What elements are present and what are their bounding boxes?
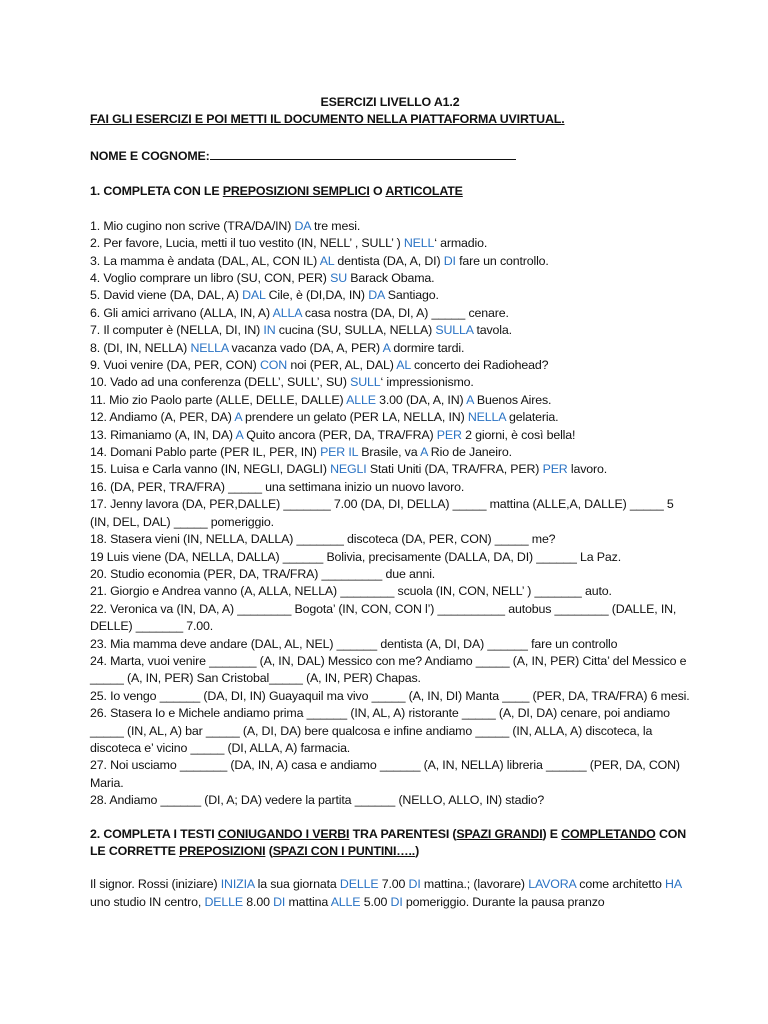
- exercise-item: [90, 479, 690, 496]
- exercise-item: [90, 636, 690, 653]
- exercise-item: [90, 427, 690, 444]
- answer-text: NEGLI: [330, 462, 367, 477]
- answer-text: DA: [368, 288, 385, 303]
- exercise-text: tre mesi.: [310, 218, 361, 233]
- exercise-text: Quito ancora (PER, DA, TRA/FRA): [242, 427, 437, 442]
- document-instruction: FAI GLI ESERCIZI E POI METTI IL DOCUMENTO NELLA PIATTAFORMA UVIRTUAL.: [90, 112, 565, 127]
- answer-text: PER IL: [320, 445, 358, 460]
- answer-text: DI: [408, 877, 421, 892]
- exercise-item: [90, 757, 690, 792]
- section2-heading-text: CON LE CORRETTE: [90, 826, 687, 859]
- exercise-text: 11. Mio zio Paolo parte (ALLE, DELLE, DALLE): [90, 392, 347, 407]
- name-blank-line: [210, 146, 516, 160]
- exercise-text: gelateria.: [505, 410, 559, 425]
- exercise-text: 21. Giorgio e Andrea vanno (A, ALLA, NELLA) ________ scuola (IN, CON, NELL’ ) _______ auto.: [90, 584, 612, 599]
- section1-heading-text: O: [369, 184, 386, 198]
- exercise-text: 16. (DA, PER, TRA/FRA) _____ una settimana inizio un nuovo lavoro.: [90, 479, 465, 494]
- exercise-text: 6. Gli amici arrivano (ALLA, IN, A): [90, 305, 273, 320]
- exercise-text: uno studio IN centro,: [90, 894, 205, 909]
- exercise-text: 8.00: [243, 894, 274, 909]
- exercise-text: 2 giorni, è così bella!: [461, 427, 576, 442]
- section2-heading-text: ) E: [542, 826, 562, 841]
- answer-text: ALLA: [272, 305, 302, 320]
- answer-text: AL: [319, 253, 335, 268]
- exercise-text: dormire tardi.: [390, 340, 465, 355]
- exercise-item: [90, 374, 690, 391]
- exercise-text: 28. Andiamo ______ (DI, A; DA) vedere la partita ______ (NELLO, ALLO, IN) stadio?: [90, 793, 545, 808]
- exercise-text: come architetto: [575, 877, 666, 892]
- exercise-text: 9. Vuoi venire (DA, PER, CON): [90, 358, 260, 373]
- exercise-text: 26. Stasera Io e Michele andiamo prima ______ (IN, AL, A) ristorante _____ (A, DI, DA) cenare, poi andiamo _____ (IN, AL, A) bar _____ (A, DI, DA) bere qualcosa e infine andiamo _____ (IN, ALLA, A) discoteca, la discoteca e’ vicino _____ (DI, ALLA, A) farmacia.: [90, 706, 670, 755]
- exercise-text: noi (PER, AL, DAL): [287, 358, 397, 373]
- exercise-item: [90, 409, 690, 426]
- section1-heading-underlined: PREPOSIZIONI SEMPLICI: [222, 184, 370, 198]
- exercise-text: 5.00: [360, 894, 391, 909]
- answer-text: PER: [542, 462, 568, 477]
- exercise-item: [90, 235, 690, 252]
- exercise-text: lavoro.: [567, 462, 608, 477]
- exercise-text: vacanza vado (DA, A, PER): [228, 340, 383, 355]
- exercise-item: [90, 653, 690, 688]
- answer-text: SULL: [350, 375, 381, 390]
- answer-text: ALLE: [330, 894, 361, 909]
- exercise-item: [90, 444, 690, 461]
- answer-text: A: [235, 427, 243, 442]
- name-label: NOME E COGNOME:: [90, 149, 210, 164]
- section2-heading-underlined: SPAZI CON I PUNTINI…..: [272, 844, 416, 859]
- exercise-text: Il signor. Rossi (iniziare): [90, 877, 221, 892]
- answer-text: A: [234, 410, 242, 425]
- answer-text: A: [466, 392, 474, 407]
- exercise-text: fare un controllo.: [455, 253, 549, 268]
- exercise-text: 12. Andiamo (A, PER, DA): [90, 410, 235, 425]
- answer-text: SU: [330, 271, 347, 286]
- exercise-text: ‘ impressionismo.: [380, 375, 474, 390]
- exercise-text: 3. La mamma è andata (DAL, AL, CON IL): [90, 253, 320, 268]
- section1-heading-text: 1. COMPLETA CON LE: [90, 184, 223, 198]
- exercise-text: 20. Studio economia (PER, DA, TRA/FRA) _________ due anni.: [90, 566, 436, 581]
- exercise-text: 7. Il computer è (NELLA, DI, IN): [90, 323, 264, 338]
- exercise-text: Cile, è (DI,DA, IN): [265, 288, 369, 303]
- exercise-item: [90, 253, 690, 270]
- answer-text: DELLE: [339, 877, 379, 892]
- exercise-list: [90, 218, 690, 810]
- document-title: ESERCIZI LIVELLO A1.2: [320, 95, 460, 109]
- exercise-text: Rio de Janeiro.: [427, 445, 512, 460]
- answer-text: DI: [390, 894, 403, 909]
- exercise-item: [90, 305, 690, 322]
- exercise-text: 8. (DI, IN, NELLA): [90, 340, 191, 355]
- answer-text: AL: [396, 358, 411, 373]
- exercise-text: dentista (DA, A, DI): [334, 253, 444, 268]
- answer-text: NELLA: [190, 340, 229, 355]
- exercise-text: pomeriggio. Durante la pausa pranzo: [402, 894, 605, 909]
- exercise-text: tavola.: [473, 323, 512, 338]
- exercise-item: [90, 218, 690, 235]
- section1-heading: [90, 183, 690, 200]
- answer-text: INIZIA: [220, 877, 255, 892]
- exercise-text: 25. Io vengo ______ (DA, DI, IN) Guayaquil ma vivo _____ (A, IN, DI) Manta ____ (PER, DA, TRA/FRA) 6 mesi.: [90, 688, 690, 703]
- exercise-text: casa nostra (DA, DI, A) _____ cenare.: [301, 305, 509, 320]
- exercise-item: [90, 688, 690, 705]
- exercise-item: [90, 270, 690, 287]
- exercise-text: 22. Veronica va (IN, DA, A) ________ Bogota’ (IN, CON, CON l’) __________ autobus ________ (DALLE, IN, DELLE) _______ 7.00.: [90, 601, 677, 634]
- exercise-item: [90, 496, 690, 531]
- exercise-item: [90, 583, 690, 600]
- exercise-document: [90, 94, 690, 911]
- exercise-item: [90, 549, 690, 566]
- exercise-text: Stati Uniti (DA, TRA/FRA, PER): [366, 462, 543, 477]
- exercise-text: 13. Rimaniamo (A, IN, DA): [90, 427, 236, 442]
- exercise-text: 18. Stasera vieni (IN, NELLA, DALLA) _______ discoteca (DA, PER, CON) _____ me?: [90, 532, 556, 547]
- exercise-item: [90, 287, 690, 304]
- exercise-item: [90, 357, 690, 374]
- exercise-item: [90, 322, 690, 339]
- exercise-text: mattina: [285, 894, 331, 909]
- answer-text: DI: [443, 253, 456, 268]
- exercise-text: ‘ armadio.: [434, 236, 488, 251]
- exercise-item: [90, 531, 690, 548]
- answer-text: LAVORA: [528, 877, 576, 892]
- exercise-text: 17. Jenny lavora (DA, PER,DALLE) _______ 7.00 (DA, DI, DELLA) _____ mattina (ALLE,A, DALLE) _____ 5 (IN, DEL, DAL) _____ pomeriggio.: [90, 497, 674, 529]
- answer-text: CON: [259, 358, 288, 373]
- answer-text: HA: [665, 877, 682, 892]
- exercise-text: Brasile, va: [357, 445, 421, 460]
- exercise-item: [90, 392, 690, 409]
- answer-text: DA: [294, 218, 311, 233]
- exercise-text: Buenos Aires.: [473, 392, 552, 407]
- exercise-text: 5. David viene (DA, DAL, A): [90, 288, 243, 303]
- exercise-text: 10. Vado ad una conferenza (DELL’, SULL’, SU): [90, 375, 351, 390]
- answer-text: A: [420, 445, 428, 460]
- answer-text: DAL: [242, 288, 266, 303]
- section1-heading-underlined: ARTICOLATE: [385, 184, 463, 198]
- exercise-text: concerto dei Radiohead?: [410, 358, 549, 373]
- exercise-text: 14. Domani Pablo parte (PER IL, PER, IN): [90, 445, 321, 460]
- exercise-text: 3.00 (DA, A, IN): [375, 392, 467, 407]
- exercise-item: [90, 792, 690, 809]
- exercise-item: [90, 461, 690, 478]
- exercise-text: 23. Mia mamma deve andare (DAL, AL, NEL) ______ dentista (A, DI, DA) ______ fare un controllo: [90, 636, 618, 651]
- section2-heading-underlined: PREPOSIZIONI: [179, 844, 266, 859]
- exercise-item: [90, 566, 690, 583]
- exercise-text: la sua giornata: [254, 877, 340, 892]
- answer-text: ALLE: [346, 392, 376, 407]
- answer-text: DELLE: [204, 894, 243, 909]
- exercise-item: [90, 705, 690, 757]
- exercise-item: [90, 601, 690, 636]
- answer-text: IN: [263, 323, 276, 338]
- exercise-text: 7.00: [378, 877, 409, 892]
- answer-text: PER: [436, 427, 462, 442]
- answer-text: NELL: [403, 236, 435, 251]
- exercise-text: Santiago.: [384, 288, 439, 303]
- answer-text: SULLA: [435, 323, 474, 338]
- exercise-text: 27. Noi usciamo _______ (DA, IN, A) casa e andiamo ______ (A, IN, NELLA) libreria ______ (PER, DA, CON) Maria.: [90, 758, 680, 790]
- exercise-text: 24. Marta, vuoi venire _______ (A, IN, DAL) Messico con me? Andiamo _____ (A, IN, PER) Citta’ del Messico e _____ (A, IN, PER) San Cristobal_____ (A, IN, PER) Chapas.: [90, 653, 687, 686]
- exercise-text: mattina.; (lavorare): [420, 877, 529, 892]
- exercise-item: [90, 340, 690, 357]
- answer-text: A: [382, 340, 391, 355]
- section2-heading-text: ): [415, 844, 420, 859]
- exercise-text: 4. Voglio comprare un libro (SU, CON, PER): [90, 271, 331, 286]
- exercise-text: 2. Per favore, Lucia, metti il tuo vestito (IN, NELL’ , SULL’ ): [90, 236, 404, 251]
- answer-text: DI: [273, 894, 286, 909]
- exercise-text: 1. Mio cugino non scrive (TRA/DA/IN): [90, 218, 295, 233]
- exercise-text: 15. Luisa e Carla vanno (IN, NEGLI, DAGLI): [90, 462, 331, 477]
- section2-heading: [90, 826, 690, 861]
- exercise-text: Barack Obama.: [347, 271, 435, 286]
- exercise-text: 19 Luis viene (DA, NELLA, DALLA) ______ Bolivia, precisamente (DALLA, DA, DI) ______ La Paz.: [90, 549, 621, 564]
- name-field: [90, 146, 690, 165]
- section2-heading-underlined: SPAZI GRANDI: [456, 826, 543, 841]
- section2-heading-text: 2. COMPLETA I TESTI: [90, 826, 218, 841]
- section2-heading-text: (: [265, 844, 273, 859]
- exercise-text: cucina (SU, SULLA, NELLA): [275, 323, 436, 338]
- section2-heading-underlined: CONIUGANDO I VERBI: [217, 826, 350, 841]
- exercise-text: prendere un gelato (PER LA, NELLA, IN): [241, 410, 468, 425]
- section2-heading-text: TRA PARENTESI (: [349, 826, 457, 841]
- answer-text: NELLA: [467, 410, 506, 425]
- section2-heading-underlined: COMPLETANDO: [561, 826, 656, 841]
- section2-paragraph: [90, 876, 690, 911]
